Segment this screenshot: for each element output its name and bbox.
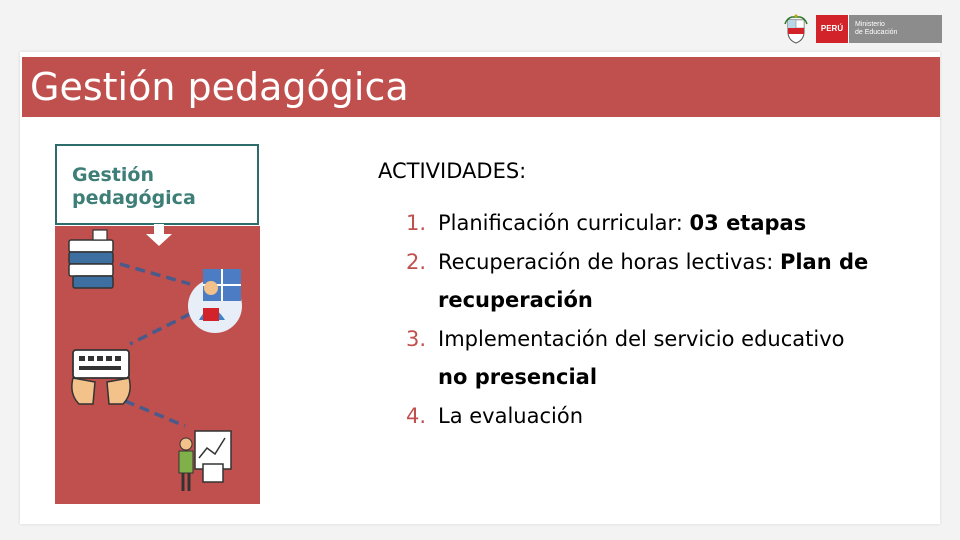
item-text [438, 243, 876, 320]
process-illustration [55, 226, 260, 504]
ministry-line-1: Ministerio [855, 20, 885, 28]
page-title: Gestión pedagógica [30, 65, 409, 109]
panel-label: Gestión pedagógica [72, 164, 196, 209]
activities-heading: ACTIVIDADES: [378, 159, 527, 183]
item-number: 3. [406, 326, 427, 351]
list-item [406, 397, 876, 436]
item-text-plain: Planificación curricular: [438, 211, 690, 235]
presenter-chart-icon [179, 431, 231, 491]
item-number: 4. [406, 403, 427, 428]
item-text-plain: Recuperación de horas lectivas: [438, 249, 780, 274]
ministry-logo [784, 12, 942, 45]
item-text-bold: Plan de recuperación [438, 249, 869, 313]
list-item [406, 243, 876, 320]
panel-label-box [55, 144, 259, 225]
item-number: 2. [406, 249, 427, 274]
peru-label: PERÚ [816, 15, 848, 43]
books-icon [69, 230, 113, 288]
teacher-reading-icon [188, 269, 242, 333]
item-text [438, 320, 876, 397]
keyboard-typing-icon [72, 350, 130, 404]
activities-list [406, 204, 876, 436]
item-number: 1. [406, 211, 427, 235]
item-text-bold: no presencial [438, 365, 598, 390]
item-text [438, 204, 876, 243]
list-item [406, 320, 876, 397]
item-text [438, 397, 876, 436]
item-text-plain: La evaluación [438, 403, 584, 428]
ministry-label [848, 15, 942, 43]
ministry-line-2: de Educación [855, 28, 898, 36]
list-item [406, 204, 876, 243]
item-text-bold: 03 etapas [689, 211, 807, 235]
item-text-plain: Implementación del servicio educativo [438, 326, 845, 351]
title-bar [22, 57, 940, 117]
coat-of-arms-icon [784, 14, 808, 44]
